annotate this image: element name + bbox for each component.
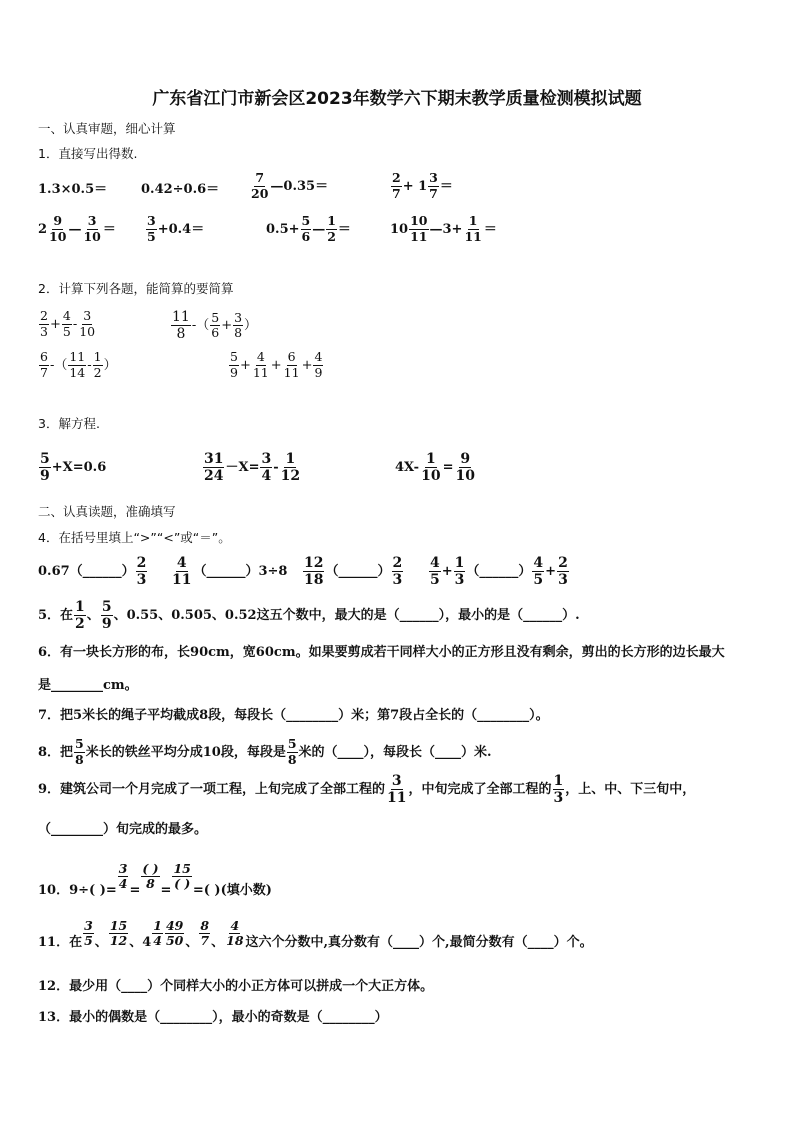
- q11-question: 11．在 $\frac{3}{5}$ 、 $\frac{15}{12}$ 、 4 $\frac{1}{4}$ $\frac{49}{50}$ 、 $\frac{8}{7}$ 、 $\frac{4}{18}$ 这六个分数中,真分数有（____）个,最简分数有（____）个。: [38, 917, 593, 950]
- q2-expr-4: $\frac{5}{9}$ + $\frac{4}{11}$ + $\frac{6}{11}$ + $\frac{4}{9}$: [230, 349, 323, 380]
- q3-equation-1: $\frac{5}{9}$ +X=0.6: [40, 451, 107, 484]
- q3-equation-2: $\frac{31}{24}$ －X= $\frac{3}{4}$ - $\frac{1}{12}$: [204, 451, 301, 484]
- q1-item-3: $\frac{7}{20}$ —0.35＝: [251, 170, 329, 201]
- q4-part-4: $\frac{4}{5}$ + $\frac{1}{3}$ （______） $\frac{4}{5}$ + $\frac{2}{3}$: [430, 555, 568, 588]
- q1-item-6: $\frac{3}{5}$ +0.4＝: [147, 213, 205, 244]
- q1-item-2: 0.42÷0.6＝: [141, 182, 220, 197]
- q3-equation-3: 4X- $\frac{1}{10}$ = $\frac{9}{10}$: [395, 451, 475, 484]
- q1-item-8: 10 $\frac{10}{11}$ —3+ $\frac{1}{11}$ ＝: [390, 213, 497, 244]
- q6-line-2: 是________cm。: [38, 678, 138, 693]
- q9-line-1: 9．建筑公司一个月完成了一项工程，上旬完成了全部工程的 $\frac{3}{11}$ ，中旬完成了全部工程的 $\frac{1}{3}$ ，上、中、下三旬中，: [38, 773, 696, 806]
- q13-question: 13．最小的偶数是（________），最小的奇数是（________）: [38, 1010, 388, 1025]
- q5-question: 5．在 $\frac{1}{2}$ 、 $\frac{5}{9}$ 、0.55、0.505、0.52这五个数中，最大的是（______），最小的是（______）.: [38, 599, 580, 632]
- q1-item-7: 0.5+ $\frac{5}{6}$ — $\frac{1}{2}$ ＝: [266, 213, 351, 244]
- q3-label: 3．解方程.: [38, 416, 100, 431]
- q2-expr-1: $\frac{2}{3}$ + $\frac{4}{5}$ - $\frac{3}{10}$: [40, 308, 96, 339]
- q10-question: 10．9÷( )= $\frac{3}{4}$ = $\frac{( )}{8}$ = $\frac{15}{( )}$ =( )(填小数): [38, 860, 272, 898]
- q2-expr-2: $\frac{11}{8}$ -（ $\frac{5}{6}$ + $\frac{3}{8}$ ）: [172, 309, 258, 342]
- q7-question: 7．把5米长的绳子平均截成8段，每段长（________）米；第7段占全长的（________）。: [38, 708, 549, 723]
- q9-line-2: （________）旬完成的最多。: [38, 822, 208, 837]
- q1-item-4: $\frac{2}{7}$ + 1 $\frac{3}{7}$ ＝: [392, 170, 453, 201]
- q1-item-1: 1.3×0.5＝: [38, 182, 108, 197]
- q1-item-5: 2 $\frac{9}{10}$ — $\frac{3}{10}$ ＝: [38, 213, 116, 244]
- q4-part-3: $\frac{12}{18}$ （______） $\frac{2}{3}$: [304, 555, 403, 588]
- q8-question: 8．把 $\frac{5}{8}$ 米长的铁丝平均分成10段，每段是 $\frac{5}{8}$ 米的（____），每段长（____）米.: [38, 736, 492, 767]
- q2-label: 2．计算下列各题，能简算的要简算: [38, 281, 234, 296]
- q4-label: 4．在括号里填上“>”“<”或“＝”。: [38, 530, 231, 545]
- page-title: 广东省江门市新会区2023年数学六下期末教学质量检测模拟试题: [152, 89, 642, 109]
- q4-part-2: $\frac{4}{11}$ （______）3÷8: [172, 555, 288, 588]
- q12-question: 12．最少用（____）个同样大小的小正方体可以拼成一个大正方体。: [38, 979, 434, 994]
- q4-part-1: 0.67（______） $\frac{2}{3}$: [38, 555, 147, 588]
- q2-expr-3: $\frac{6}{7}$ -（ $\frac{11}{14}$ - $\frac{1}{2}$ ）: [40, 349, 117, 380]
- q6-line-1: 6．有一块长方形的布，长90cm，宽60cm。如果要剪成若干同样大小的正方形且没有剩余，剪出的长方形的边长最大: [38, 645, 725, 660]
- section-heading-2: 二、认真读题，准确填写: [38, 504, 176, 519]
- q1-label: 1．直接写出得数.: [38, 146, 138, 161]
- section-heading-1: 一、认真审题，细心计算: [38, 121, 176, 136]
